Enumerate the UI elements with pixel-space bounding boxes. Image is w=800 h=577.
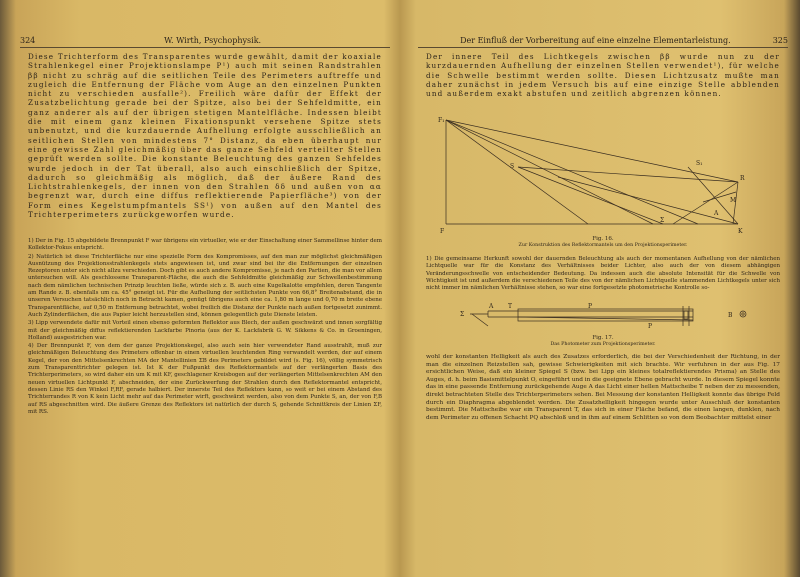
fig17-label-a: A xyxy=(489,303,494,310)
right-body-text: wohl der konstanten Helligkeit als auch des Zusatzes erforderlich, die bei der Verschiedenheit der Richtung, in der man die einzelnen Reizstellen sah, gewisse Schwierigkeiten mit sich brachte. Wir verfuhren in der aus Fig. 17 ersichtlichen Weise, daß ein kleiner Spiegel S (bzw. bei Lipp ein kleines totalreflektierendes Prisma) an Stelle des Auges, d. h. beim Basismittelpunkt O, eingeführt und in die geeignete Ebene gebracht wurde. In diesem Spiegel konnte das in eine passende Entfernung zurückgehende Auge A das Licht einer hellen Mattscheibe T neben der zu messenden, direkt betrachteten Stelle des Trichterperimeters sehen. Bei Messung der konstanten Helligkeit konnte das übrige Feld durch ein Diaphragma abgeblendet werden. Die Zusatzhelligkeit hingegen wurde unter Ausschluß der konstanten bestimmt. Die Mattscheibe war ein Transparent T, das sich in einer Fläche befand, die einen langen, dunklen, nach dem Perimeter zu offenen Schacht PQ abschloß und in ihm auf einem Schlitten so von dem Beobachter mittelst einer xyxy=(426,354,780,421)
fig16-label-r: R xyxy=(740,175,745,182)
fig17-label-sigma: Σ xyxy=(460,311,465,318)
right-intro-text: Der innere Teil des Lichtkegels zwischen ββ wurde nun zu der kurzdauernden Aufhellung der einzelnen Stellen verwendet¹), für welche die Schwelle bestimmt werden sollte. Diesen Lichtzusatz mußte man daher zunächst in jedem Versuch bis auf eine einzige Stelle abblenden und außerdem exakt abstufen und zeitlich abgrenzen können. xyxy=(426,52,780,99)
left-footnote-4: 4) Der Brennpunkt F, von dem der ganze Projektionskegel, also auch sein hier verwendeter Rand ausstrahlt, muß zur gleichmäßigen Beleuchtung des Primeters offenbar in einen virtuellen leuchtenden Ring verwandelt werden, der auf einem Kegel, der von den Mittelsenkrechten MA der Mantellinien ΣB des Perimeters gebildet wird (s. Fig. 16), völlig symmetrisch zum Transparenttrichter gelegen ist. Ist K der Fußpunkt des Reflektormantels auf der verlängerten Basis des Trichterperimeters, so wird daher ein um K mit KF, geschlagener Kreisbogen auf der verlängerten Mittelsenkrechten AM den neuen virtuellen Lichtpunkt F, abschneiden, der eine Zurückwerfung der Strahlen durch den Reflektormantel entspricht, dessen Linie RS den Winkel F,RF, gerade halbiert. Der innerste Teil des Reflektors kann, so weit er bei einem Abstand des Trichterrandes R von K kein Licht mehr auf das Perimeter wirft, geschwärzt werden, also von dem Punkte S, an, der von F,B auf RS abgeschnitten wird. Die äußere Grenze des Reflektors ist natürlich der durch S, gehende Schnittkreis der Linien ΣF, mit RS. xyxy=(28,343,382,415)
fig16-subcaption: Zur Konstruktion des Reflektormantels um den Projektionsperimeter. xyxy=(518,243,688,248)
fig16-label-sigma: Σ xyxy=(660,217,665,224)
fig16-label-k: K xyxy=(738,228,743,235)
fig16-label-s1: S₁ xyxy=(696,160,703,167)
left-running-title: W. Wirth, Psychophysik. xyxy=(164,36,262,45)
fig16-diagram xyxy=(438,112,768,237)
right-running-title: Der Einfluß der Vorbereitung auf eine einzelne Elementarleistung. xyxy=(460,36,731,45)
left-footnotes xyxy=(28,238,382,417)
fig17-label-b: B xyxy=(728,312,733,319)
left-footnote-2: 2) Natürlich ist diese Trichterfläche nur eine spezielle Form des Kompromisses, auf den man zur möglichst gleichmäßigen Ausnützung des Projektionsstrahlenkegels stets angewiesen ist, und zwar sind bei ihr die Entfernungen der einzelnen Rezeptoren unter sich nicht allzu verschieden. Doch gibt es auch andere Kompromisse, je nach den Partien, die man vor allem untersuchen will. Als geschlossene Transparent-Fläche, die auch die Sehfeldmitte gleichmäßig zur Schwellenbestimmung nach dem nämlichen technischen Prinzip leuchten ließe, würde sich z. B. auch eine Kugelkalotte empfehlen, deren Tangente am Rande z. B. ebenfalls um ca. 45° geneigt ist. Für die Aufhellung der seitlichsten Punkte von 66,8° Breitenabstand, die in unseren Versuchen tatsächlich noch in Betracht kamen, genügt übrigens auch eine ca. 1,80 m lange und 0,70 m breite ebene Transparentfläche, auf 0,50 m Entfernung betrachtet, wobei freilich die Distanz der Punkte nach außen fortgesetzt zunimmt. Auch Zylinderflächen, die aus Papier leicht herzustellen sind, können gelegentlich gute Dienste leisten. xyxy=(28,253,382,318)
right-page-number: 325 xyxy=(772,36,788,45)
fig17-label-t: T xyxy=(508,303,513,310)
fig16-label-a: A xyxy=(714,210,719,217)
fig17-subcaption: Das Photometer zum Projektionsperimeter. xyxy=(550,342,656,347)
fig16-label-s: S xyxy=(510,163,515,170)
right-page xyxy=(418,0,788,577)
left-footnote-1: 1) Der in Fig. 15 abgebildete Brennpunkt F war übrigens ein virtueller, wie er der Einschaltung einer Sammellinse hinter dem Kollektor-Fokus entspricht. xyxy=(28,238,382,252)
fig17-label-p-bottom: P xyxy=(648,323,653,330)
fig17-diagram xyxy=(458,300,758,332)
fig16-label-f: F xyxy=(440,228,445,235)
left-body-text: Diese Trichterform des Transparentes wurde gewählt, damit der koaxiale Strahlenkegel einer Projektionslampe P¹) auch mit seinen Randstrahlen ββ nicht zu schräg auf die seitlichen Teile des Perimeters auftreffe und zugleich die Entfernung der Fläche vom Auge an den einzelnen Punkten nicht zu verschieden ausfalle²). Freilich wäre dafür der Effekt der Zusatzbelichtung gerade bei der Spitze, also bei der Sehfeldmitte, ein ganz anderer als auf der übrigen stetigen Mantelfläche. Indessen bleibt die mit einem ganz kleinen Fixationspunkt versehene Spitze stets unbenutzt, und die kurzdauernde Aufhellung erfolgte ausschließlich an seitlichen Stellen von mindestens 7° Distanz, da eben überhaupt nur eine gewisse Zahl gleichmäßig über das ganze Sehfeld verteilter Stellen geprüft werden sollte. Die konstante Beleuchtung des ganzen Sehfeldes wurde jedoch in der Tat überall, also auch einschließlich der Spitze, dadurch so gleichmäßig als möglich, daß der äußere Rand des Lichtstrahlenkegels, der innen von den Strahlen δδ und außen von αα begrenzt war, durch eine diffus reflektierende Papierfläche³) von der Form eines Kegelstumpfmantels SS¹) von außen auf den Mantel des Trichterperimeters zurückgeworfen wurde. xyxy=(28,52,382,220)
fig16-caption: Fig. 16. xyxy=(592,236,614,242)
fig16-label-m: M xyxy=(730,197,737,204)
fig17-caption: Fig. 17. xyxy=(592,335,614,341)
left-page-number: 324 xyxy=(20,36,36,45)
left-page xyxy=(20,0,390,577)
left-footnote-3: 3) Lipp verwendete dafür mit Vorteil einen ebenso geformten Reflektor aus Blech, der außen geschwärzt und innen sorgfältig mit der gleichmäßig diffus reflektierenden Lackfarbe Pinoria (aus der K. Lackfabrik G. W. Sikkens & Co. in Groeningen, Holland) ausgestrichen war. xyxy=(28,320,382,341)
left-running-head xyxy=(20,36,390,48)
fig16-label-f1: F₁ xyxy=(438,117,445,124)
fig17-label-p-top: P xyxy=(588,303,593,310)
right-running-head xyxy=(418,36,788,48)
right-footnote: 1) Die gemeinsame Herkunft sowohl der dauernden Beleuchtung als auch der momentanen Aufhellung von der nämlichen Lichtquelle war für die Konstanz des Verhältnisses beider Lichter, also auch der von diesem abhängigen Veränderungsschwelle von entscheidender Bedeutung. Da indessen auch die absolute Intensität für die Schwelle von Wichtigkeit ist und außerdem die verschiedenen Teile des von der nämlichen Lichtquelle stammenden Lichtkegels unter sich nicht immer im nämlichen Verhältnisse stehen, so war eine fortgesetzte photometrische Kontrolle so- xyxy=(426,256,780,292)
